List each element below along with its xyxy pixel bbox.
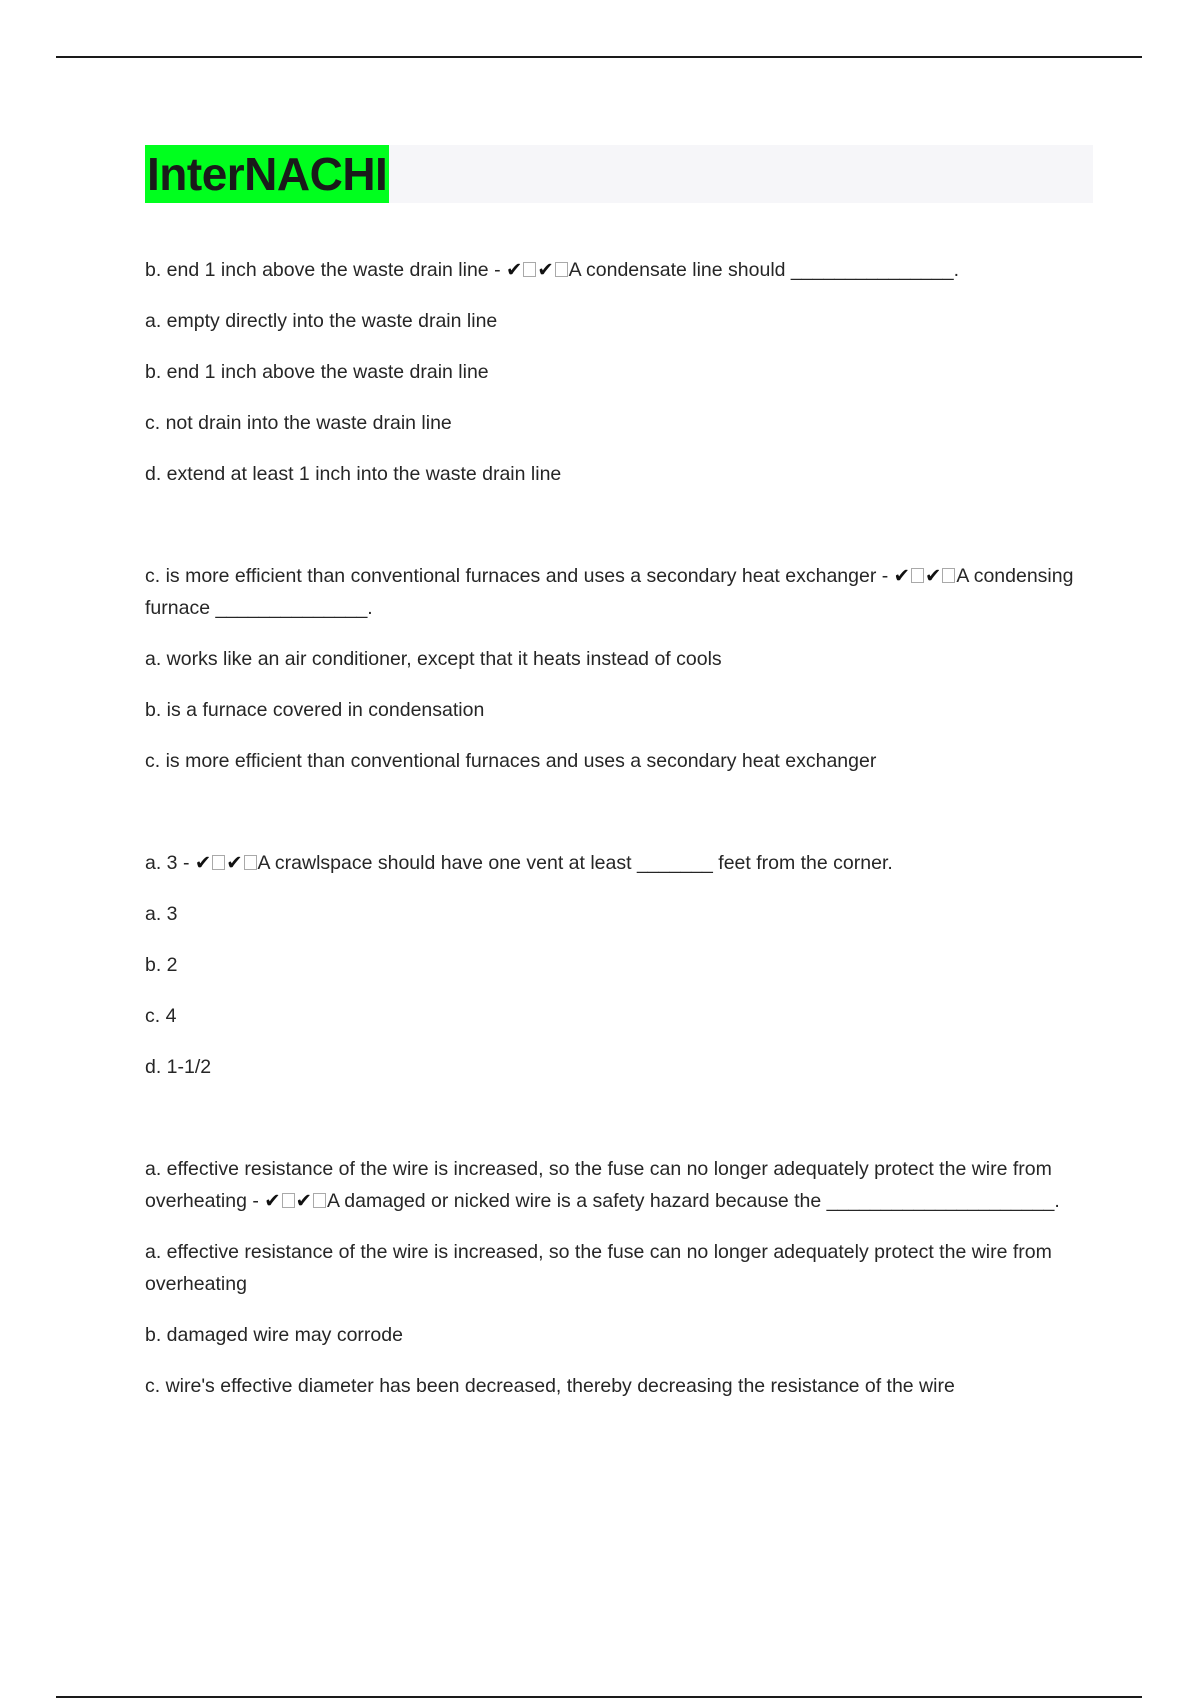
question-block: [145, 560, 1075, 777]
option-item: c. wire's effective diameter has been decreased, thereby decreasing the resistance of the wire: [145, 1375, 955, 1397]
option-item: d. 1-1/2: [145, 1056, 212, 1078]
check-icon: ✔: [295, 1190, 312, 1212]
option-item: c. 4: [145, 1005, 177, 1027]
option-item: b. end 1 inch above the waste drain line: [145, 361, 489, 383]
question-line: [145, 847, 1075, 879]
question-line: [145, 254, 1075, 286]
question-line: [145, 560, 1075, 624]
option-item: a. empty directly into the waste drain line: [145, 310, 498, 332]
option-item: b. damaged wire may corrode: [145, 1324, 403, 1346]
answer-text: b. end 1 inch above the waste drain line -: [145, 259, 506, 281]
box-icon: [911, 568, 924, 583]
option-item: a. 3: [145, 903, 178, 925]
question-block: [145, 1153, 1075, 1402]
check-icon: ✔: [226, 852, 243, 874]
box-icon: [244, 855, 257, 870]
option-item: a. works like an air conditioner, except that it heats instead of cools: [145, 648, 722, 670]
top-divider: [56, 56, 1142, 58]
check-icon: ✔: [505, 259, 523, 281]
check-icon: ✔: [537, 259, 554, 281]
answer-text: c. is more efficient than conventional furnaces and uses a secondary heat exchanger -: [145, 565, 894, 587]
question-list: [145, 254, 1075, 1421]
prompt-text: A damaged or nicked wire is a safety hazard because the _____________________.: [326, 1190, 1060, 1212]
box-icon: [523, 262, 536, 277]
box-icon: [282, 1193, 295, 1208]
question-line: [145, 1153, 1075, 1217]
option-item: b. 2: [145, 954, 178, 976]
box-icon: [212, 855, 225, 870]
question-block: [145, 847, 1075, 1083]
prompt-text: A condensing furnace ______________.: [145, 565, 1074, 619]
option-item: a. effective resistance of the wire is increased, so the fuse can no longer adequately protect the wire from overheating: [145, 1241, 1052, 1295]
prompt-text: A condensate line should _______________.: [568, 259, 960, 281]
check-icon: ✔: [925, 565, 942, 587]
answer-text: a. 3 -: [145, 852, 195, 874]
option-item: c. not drain into the waste drain line: [145, 412, 452, 434]
check-icon: ✔: [264, 1190, 281, 1212]
answer-text: a. effective resistance of the wire is increased, so the fuse can no longer adequately protect the wire from overheating -: [145, 1158, 1052, 1212]
bottom-divider: [56, 1696, 1142, 1698]
check-icon: ✔: [194, 852, 212, 874]
box-icon: [942, 568, 955, 583]
box-icon: [313, 1193, 326, 1208]
prompt-text: A crawlspace should have one vent at least _______ feet from the corner.: [257, 852, 893, 874]
option-item: c. is more efficient than conventional furnaces and uses a secondary heat exchanger: [145, 750, 877, 772]
document-title: InterNACHI: [145, 145, 389, 203]
option-item: b. is a furnace covered in condensation: [145, 699, 485, 721]
box-icon: [555, 262, 568, 277]
option-item: d. extend at least 1 inch into the waste drain line: [145, 463, 562, 485]
question-block: [145, 254, 1075, 490]
header-bar: [145, 145, 1093, 203]
check-icon: ✔: [893, 565, 911, 587]
